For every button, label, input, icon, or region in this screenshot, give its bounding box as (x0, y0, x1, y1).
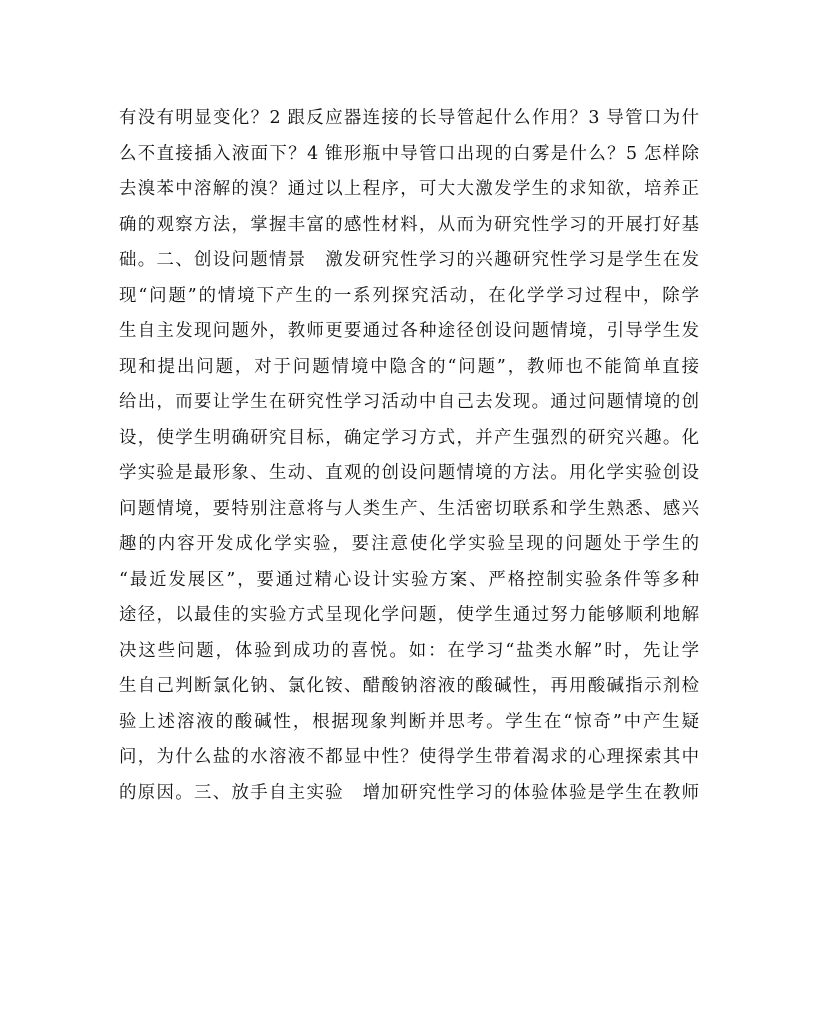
text-line-7: 生自主发现问题外，教师更要通过各种途径创设问题情境，引导学生发 (119, 321, 699, 341)
text-line-15: 途径，以最佳的实验方式呈现化学问题，使学生通过努力能够顺利地解 (119, 605, 699, 625)
text-line-3: 去溴苯中溶解的溴？通过以上程序，可大大激发学生的求知欲，培养正 (119, 179, 699, 199)
text-line-19: 问，为什么盐的水溶液不都显中性？使得学生带着渴求的心理探索其中 (119, 747, 699, 767)
text-line-1: 有没有明显变化？2 跟反应器连接的长导管起什么作用？3 导管口为什 (119, 108, 699, 128)
text-line-17: 生自己判断氯化钠、氯化铵、醋酸钠溶液的酸碱性，再用酸碱指示剂检 (119, 676, 699, 696)
text-line-6: 现“问题”的情境下产生的一系列探究活动，在化学学习过程中，除学 (119, 285, 699, 306)
text-line-4: 确的观察方法，掌握丰富的感性材料，从而为研究性学习的开展打好基 (119, 214, 699, 235)
text-line-8: 现和提出问题，对于问题情境中隐含的“问题”，教师也不能简单直接 (119, 356, 699, 377)
text-line-5: 础。二、创设问题情景 激发研究性学习的兴趣研究性学习是学生在发 (119, 250, 699, 270)
body-text (119, 101, 699, 811)
text-line-14: “最近发展区”，要通过精心设计实验方案、严格控制实验条件等多种 (119, 569, 699, 590)
text-line-16: 决这些问题，体验到成功的喜悦。如：在学习“盐类水解”时，先让学 (119, 640, 699, 661)
text-line-18: 验上述溶液的酸碱性，根据现象判断并思考。学生在“惊奇”中产生疑 (119, 711, 699, 732)
text-line-10: 设，使学生明确研究目标，确定学习方式，并产生强烈的研究兴趣。化 (119, 427, 699, 448)
text-line-2: 么不直接插入液面下？4 锥形瓶中导管口出现的白雾是什么？5 怎样除 (119, 143, 699, 164)
text-line-20: 的原因。三、放手自主实验 增加研究性学习的体验体验是学生在教师 (119, 782, 699, 803)
text-line-11: 学实验是最形象、生动、直观的创设问题情境的方法。用化学实验创设 (119, 463, 699, 483)
text-line-9: 给出，而要让学生在研究性学习活动中自己去发现。通过问题情境的创 (119, 392, 699, 412)
text-line-13: 趣的内容开发成化学实验，要注意使化学实验呈现的问题处于学生的 (119, 534, 699, 554)
text-line-12: 问题情境，要特别注意将与人类生产、生活密切联系和学生熟悉、感兴 (119, 498, 699, 519)
